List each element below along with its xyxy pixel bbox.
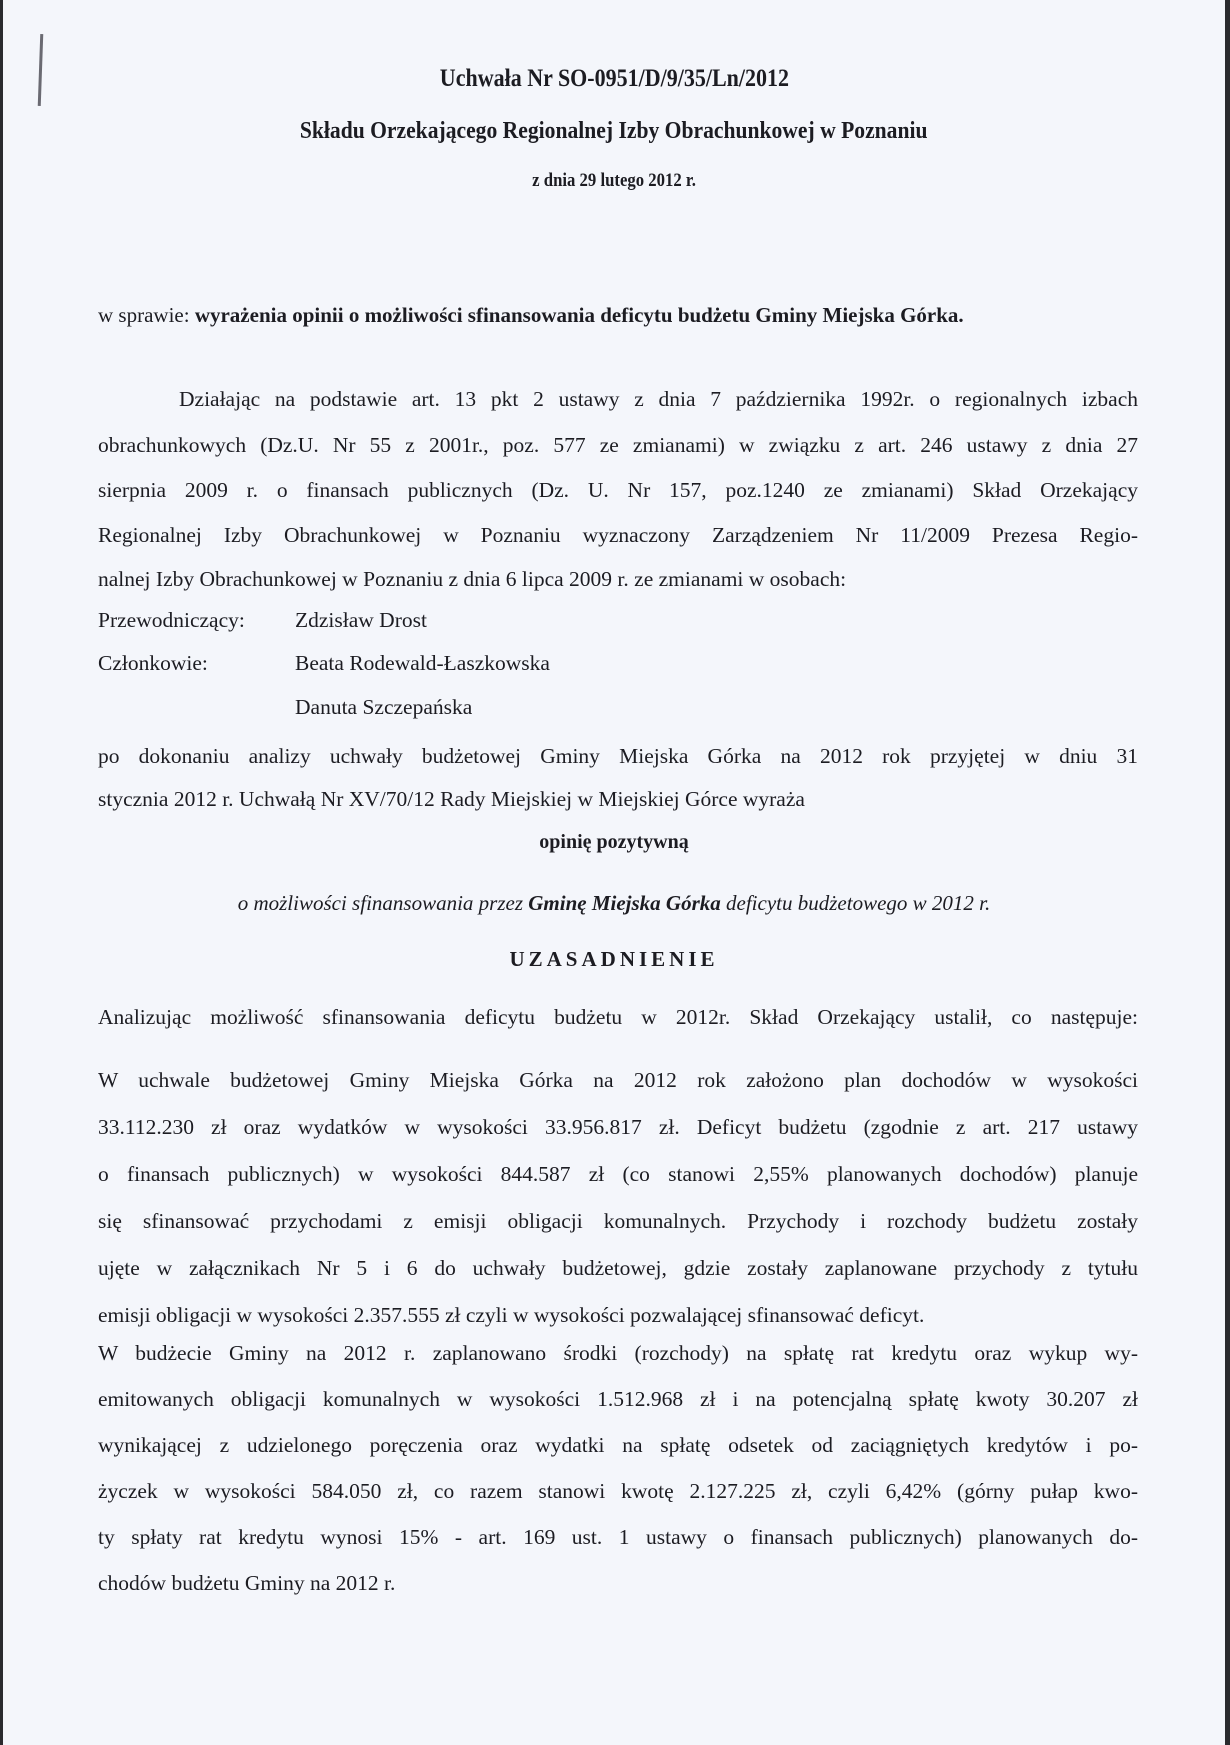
paragraph1-line-5: ujęte w załącznikach Nr 5 i 6 do uchwały budżetowej, gdzie zostały zaplanowane przychody z tytułu bbox=[98, 1256, 1138, 1280]
opinion-detail-prefix: o możliwości sfinansowania przez bbox=[237, 891, 529, 915]
subject-line bbox=[98, 302, 964, 328]
header-title-row bbox=[3, 66, 1225, 92]
chair-name: Zdzisław Drost bbox=[295, 608, 427, 632]
paragraph2-line-6: chodów budżetu Gminy na 2012 r. bbox=[98, 1571, 396, 1595]
preamble-line-2: obrachunkowych (Dz.U. Nr 55 z 2001r., poz. 577 ze zmianami) w związku z art. 246 ustawy z dnia 27 bbox=[98, 433, 1138, 457]
opinion-detail-suffix: deficytu budżetowego w 2012 r. bbox=[720, 891, 991, 915]
subject-prefix: w sprawie: bbox=[98, 303, 195, 327]
chair-label: Przewodniczący: bbox=[98, 608, 245, 632]
scanned-page bbox=[3, 0, 1225, 1745]
header-date-row bbox=[3, 166, 1225, 194]
member-name: Beata Rodewald-Łaszkowska bbox=[295, 651, 550, 675]
paragraph1-line-1: W uchwale budżetowej Gminy Miejska Górka na 2012 rok założono plan dochodów w wysokości bbox=[98, 1068, 1138, 1092]
justification-heading: UZASADNIENIE bbox=[509, 947, 719, 971]
paragraph2-line-4: życzek w wysokości 584.050 zł, co razem stanowi kwotę 2.127.225 zł, czyli 6,42% (górny pułap kwo- bbox=[98, 1479, 1138, 1503]
opinion-verdict-row bbox=[3, 829, 1225, 855]
subject-text: wyrażenia opinii o możliwości sfinansowania deficytu budżetu Gminy Miejska Górka. bbox=[194, 303, 964, 327]
analysis-line-1: po dokonaniu analizy uchwały budżetowej Gminy Miejska Górka na 2012 rok przyjętej w dniu 31 bbox=[98, 744, 1138, 768]
document-title: Uchwała Nr SO-0951/D/9/35/Ln/2012 bbox=[439, 65, 789, 92]
header-subtitle-row bbox=[3, 118, 1225, 144]
preamble-line-3: sierpnia 2009 r. o finansach publicznych (Dz. U. Nr 157, poz.1240 ze zmianami) Skład Orzekający bbox=[98, 478, 1138, 502]
paragraph2-line-2: emitowanych obligacji komunalnych w wysokości 1.512.968 zł i na potencjalną spłatę kwoty 30.207 zł bbox=[98, 1387, 1138, 1411]
preamble-line-4: Regionalnej Izby Obrachunkowej w Poznaniu wyznaczony Zarządzeniem Nr 11/2009 Prezesa Regio- bbox=[98, 523, 1138, 547]
justification-heading-row bbox=[3, 946, 1225, 972]
analysis-line-2: stycznia 2012 r. Uchwałą Nr XV/70/12 Rady Miejskiej w Miejskiej Górce wyraża bbox=[98, 787, 805, 811]
paragraph1-line-6: emisji obligacji w wysokości 2.357.555 zł czyli w wysokości pozwalającej sfinansować deficyt. bbox=[98, 1303, 925, 1327]
preamble-line-5: nalnej Izby Obrachunkowej w Poznaniu z dnia 6 lipca 2009 r. ze zmianami w osobach: bbox=[98, 567, 847, 591]
paragraph1-line-2: 33.112.230 zł oraz wydatków w wysokości 33.956.817 zł. Deficyt budżetu (zgodnie z art. 217 ustawy bbox=[98, 1115, 1138, 1139]
preamble-line-1: Działając na podstawie art. 13 pkt 2 ustawy z dnia 7 października 1992r. o regionalnych izbach bbox=[179, 387, 1138, 411]
paragraph1-line-3: o finansach publicznych) w wysokości 844.587 zł (co stanowi 2,55% planowanych dochodów) planuje bbox=[98, 1162, 1138, 1186]
paragraph2-line-5: ty spłaty rat kredytu wynosi 15% - art. 169 ust. 1 ustawy o finansach publicznych) planowanych do- bbox=[98, 1525, 1138, 1549]
opinion-detail-bold: Gminę Miejska Górka bbox=[528, 891, 721, 915]
paragraph2-line-3: wynikającej z udzielonego poręczenia oraz wydatki na spłatę odsetek od zaciągniętych kredytów i po- bbox=[98, 1433, 1138, 1457]
paragraph2-line-1: W budżecie Gminy na 2012 r. zaplanowano środki (rozchody) na spłatę rat kredytu oraz wykup wy- bbox=[98, 1341, 1138, 1365]
opinion-detail-row bbox=[3, 890, 1225, 916]
members-label: Członkowie: bbox=[98, 651, 208, 675]
justification-intro: Analizując możliwość sfinansowania deficytu budżetu w 2012r. Skład Orzekający ustalił, co następuje: bbox=[98, 1005, 1138, 1029]
paragraph1-line-4: się sfinansować przychodami z emisji obligacji komunalnych. Przychody i rozchody budżetu zostały bbox=[98, 1209, 1138, 1233]
opinion-verdict: opinię pozytywną bbox=[539, 831, 689, 853]
member-name: Danuta Szczepańska bbox=[295, 695, 473, 719]
document-subtitle: Składu Orzekającego Regionalnej Izby Obrachunkowej w Poznaniu bbox=[300, 118, 928, 144]
document-date: z dnia 29 lutego 2012 r. bbox=[532, 170, 696, 191]
